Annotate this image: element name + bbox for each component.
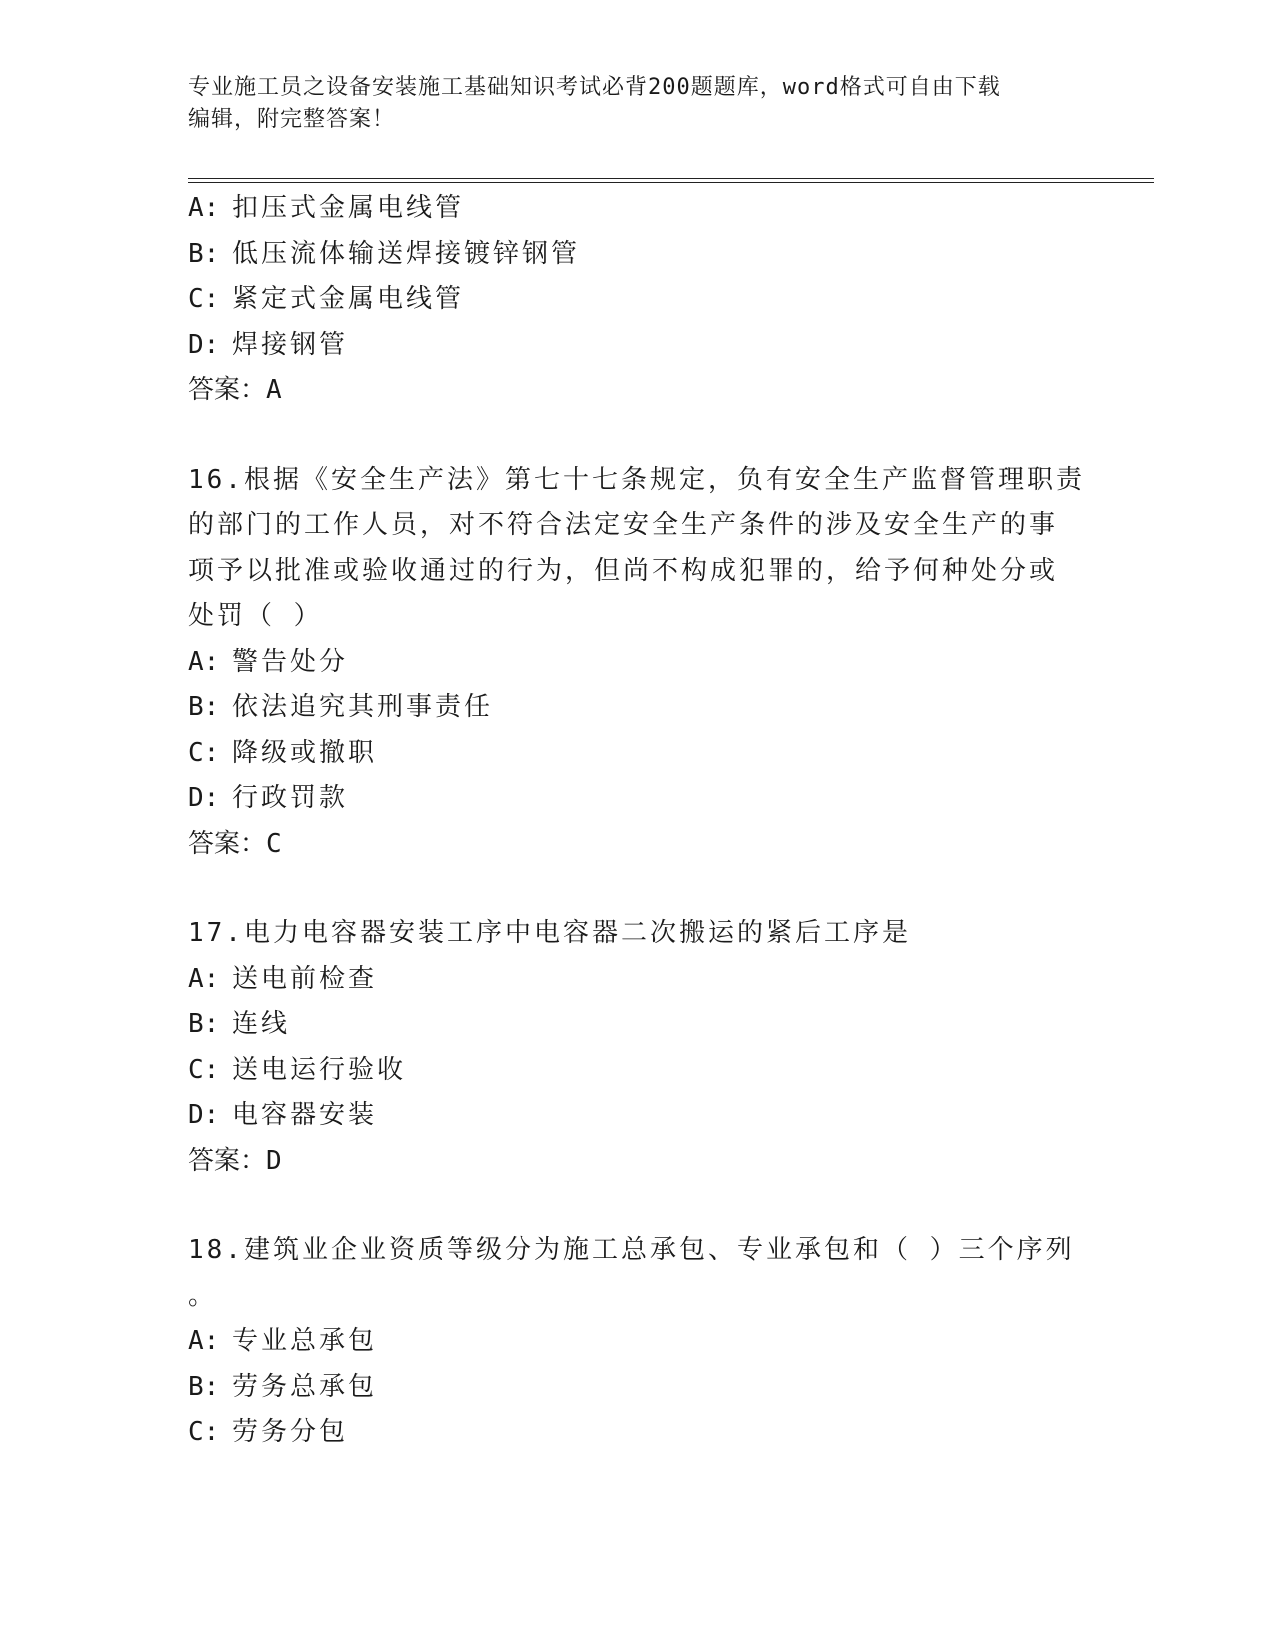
option-d bbox=[188, 776, 1088, 822]
option-letter: C: bbox=[188, 1417, 220, 1447]
option-text: 送电前检查 bbox=[232, 963, 378, 994]
option-text: 降级或撤职 bbox=[232, 737, 378, 768]
question-text-line: 16.根据《安全生产法》第七十七条规定，负有安全生产监督管理职责 bbox=[188, 464, 1085, 495]
question-text-line: 的部门的工作人员，对不符合法定安全生产条件的涉及安全生产的事 bbox=[188, 510, 1059, 540]
option-b bbox=[188, 685, 1088, 731]
option-c bbox=[188, 277, 1088, 323]
option-letter: C: bbox=[188, 1054, 220, 1085]
question-16 bbox=[188, 458, 1088, 868]
option-d bbox=[188, 1093, 1088, 1139]
option-letter: D: bbox=[188, 1100, 220, 1130]
document-header bbox=[188, 72, 1088, 136]
option-letter: B: bbox=[188, 1371, 220, 1402]
question-17 bbox=[188, 911, 1088, 1184]
question-text-line: 项予以批准或验收通过的行为，但尚不构成犯罪的，给予何种处分或 bbox=[188, 555, 1059, 586]
option-letter: D: bbox=[188, 329, 220, 360]
option-text: 连线 bbox=[232, 1009, 291, 1039]
option-text: 劳务总承包 bbox=[232, 1371, 378, 1402]
option-text: 警告处分 bbox=[232, 646, 349, 677]
question-text-line: 18.建筑业企业资质等级分为施工总承包、专业承包和（ ）三个序列 bbox=[188, 1235, 1075, 1265]
answer-line bbox=[188, 822, 1088, 868]
option-c bbox=[188, 1048, 1088, 1094]
answer-value: A bbox=[266, 375, 285, 405]
option-letter: A: bbox=[188, 646, 220, 677]
answer-label: 答案： bbox=[188, 828, 267, 859]
option-text: 行政罚款 bbox=[232, 783, 349, 813]
header-line-1: 专业施工员之设备安装施工基础知识考试必背200题题库，word格式可自由下载 bbox=[188, 75, 1001, 100]
option-text: 电容器安装 bbox=[232, 1100, 378, 1130]
option-text: 焊接钢管 bbox=[232, 329, 349, 360]
question-18 bbox=[188, 1228, 1088, 1456]
option-b bbox=[188, 1002, 1088, 1048]
option-c bbox=[188, 1410, 1088, 1456]
question-text-line: 。 bbox=[188, 1280, 218, 1311]
option-letter: A: bbox=[188, 193, 220, 223]
answer-line bbox=[188, 368, 1088, 414]
option-text: 低压流体输送焊接镀锌钢管 bbox=[232, 238, 581, 269]
answer-value: D bbox=[266, 1145, 285, 1176]
question-text-line: 处罚（ ） bbox=[188, 601, 323, 631]
option-b bbox=[188, 1365, 1088, 1411]
option-letter: A: bbox=[188, 1326, 220, 1356]
header-divider bbox=[188, 178, 1154, 183]
option-b bbox=[188, 232, 1088, 278]
option-letter: D: bbox=[188, 783, 220, 813]
option-a bbox=[188, 957, 1088, 1003]
question-list bbox=[188, 186, 1088, 1456]
answer-value: C bbox=[266, 828, 285, 859]
option-letter: C: bbox=[188, 737, 220, 768]
option-text: 劳务分包 bbox=[232, 1417, 349, 1447]
option-a bbox=[188, 640, 1088, 686]
answer-label: 答案： bbox=[188, 1145, 267, 1176]
option-letter: C: bbox=[188, 284, 220, 314]
option-d bbox=[188, 323, 1088, 369]
answer-line bbox=[188, 1139, 1088, 1185]
option-c bbox=[188, 731, 1088, 777]
option-text: 送电运行验收 bbox=[232, 1054, 407, 1085]
option-letter: B: bbox=[188, 692, 220, 722]
option-letter: A: bbox=[188, 963, 220, 994]
option-text: 依法追究其刑事责任 bbox=[232, 692, 494, 722]
question-15 bbox=[188, 186, 1088, 414]
option-a bbox=[188, 186, 1088, 232]
header-line-2: 编辑，附完整答案！ bbox=[188, 107, 396, 132]
option-letter: B: bbox=[188, 238, 220, 269]
option-text: 紧定式金属电线管 bbox=[232, 284, 465, 314]
option-letter: B: bbox=[188, 1009, 220, 1039]
option-a bbox=[188, 1319, 1088, 1365]
option-text: 专业总承包 bbox=[232, 1326, 378, 1356]
option-text: 扣压式金属电线管 bbox=[232, 193, 465, 223]
answer-label: 答案： bbox=[188, 375, 267, 405]
question-text-line: 17.电力电容器安装工序中电容器二次搬运的紧后工序是 bbox=[188, 918, 911, 948]
